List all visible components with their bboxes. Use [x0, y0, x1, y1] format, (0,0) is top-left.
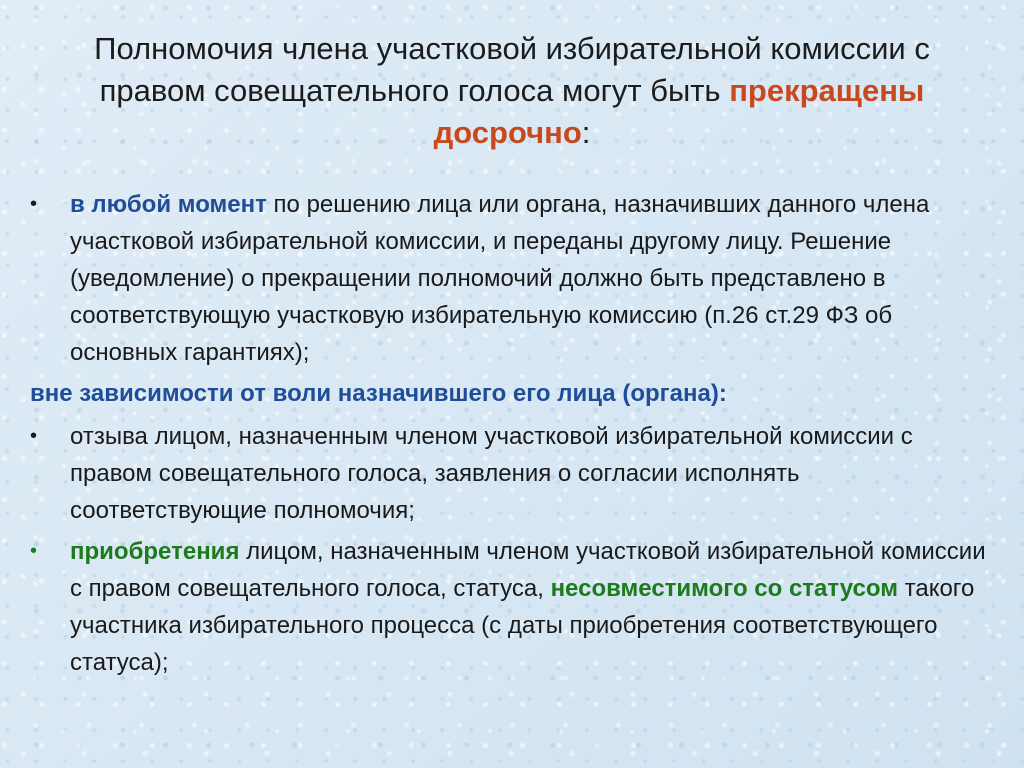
bullet-dot-icon: • — [30, 193, 38, 215]
subheading: вне зависимости от воли назначившего его лица (органа): — [30, 380, 727, 407]
title-text: Полномочия члена участковой избирательной комиссии с правом совещательного голоса могут быть — [94, 31, 930, 108]
title-highlight: прекращены досрочно — [433, 73, 925, 150]
bullet-3-text-2: такого участника избирательного процесса (с даты приобретения соответствующего статуса); — [70, 575, 975, 676]
slide-title — [60, 28, 964, 154]
bullet-1-highlight: в любой момент — [70, 191, 267, 218]
bullet-item-2 — [30, 418, 994, 529]
bullet-dot-icon: • — [30, 425, 38, 447]
bullet-3-highlight-2: несовместимого со статусом — [550, 575, 898, 602]
bullet-item-1 — [30, 186, 994, 371]
slide-content — [30, 186, 994, 685]
bullet-2-text: отзыва лицом, назначенным членом участковой избирательной комиссии с правом совещательного голоса, заявления о согласии исполнять соответствующие полномочия; — [70, 423, 913, 524]
bullet-dot-icon: • — [30, 540, 38, 562]
bullet-item-3 — [30, 533, 994, 681]
bullet-3-highlight-1: приобретения — [70, 538, 240, 565]
bullet-1-text: по решению лица или органа, назначивших данного члена участковой избирательной комиссии, и переданы другому лицу. Решение (уведомление) о прекращении полномочий должно быть представлено в соответствующую участковую избирательную комиссию (п.26 ст.29 ФЗ об основных гарантиях); — [70, 191, 930, 366]
bullet-3-text-1: лицом, назначенным членом участковой избирательной комиссии с правом совещательного голоса, статуса, — [70, 538, 986, 602]
title-end: : — [581, 115, 591, 150]
